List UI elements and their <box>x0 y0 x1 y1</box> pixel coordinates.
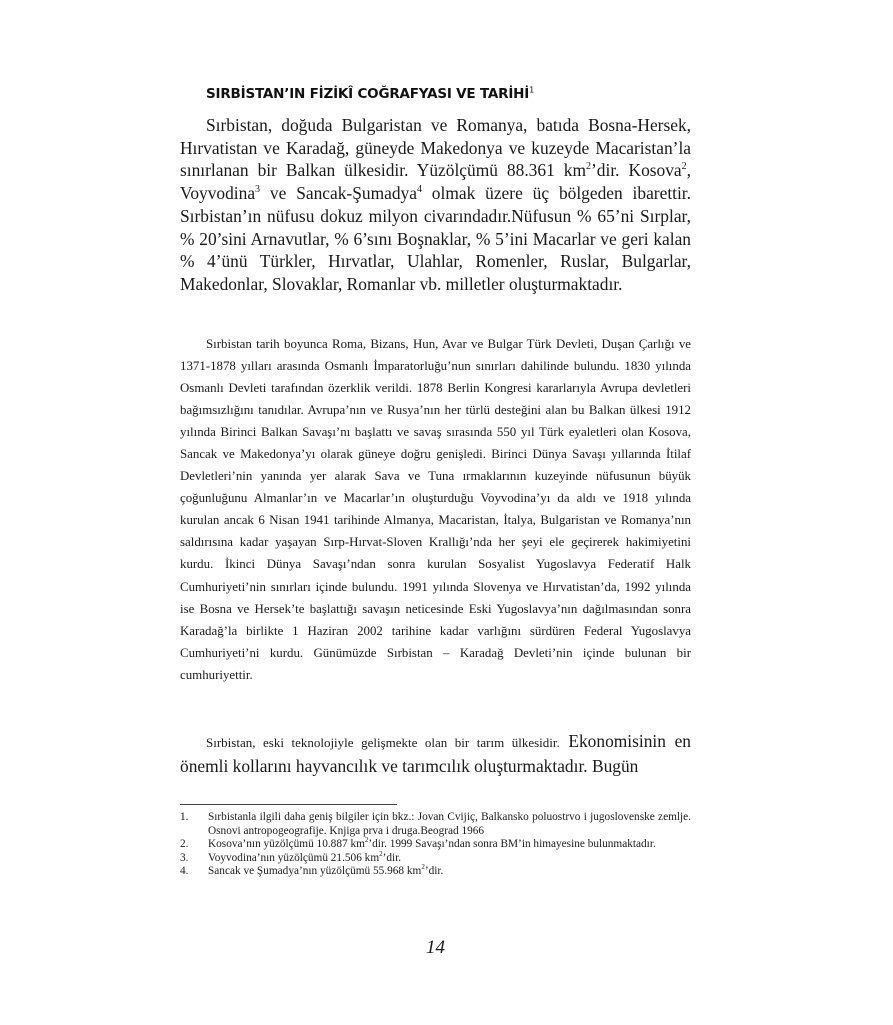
footnote-number: 2. <box>180 838 189 850</box>
footnote-superscript: 2 <box>421 863 425 872</box>
heading-title: SIRBİSTAN’IN FİZİKÎ COĞRAFYASI VE TARİHİ <box>206 86 530 102</box>
footnote-number: 3. <box>180 851 189 864</box>
superscript-km2: 2 <box>586 161 591 173</box>
footnote-number: 1. <box>180 811 189 823</box>
intro-text-a: Sırbistan, doğuda Bulgaristan ve Romanya, batıda Bosna-Hersek, Hırvatistan ve Karadağ, güneyde Makedonya ve kuzeyde Macaristan’la sınırlanan bir Balkan ülkesidir. Yüzölçümü 88.361 km <box>180 115 691 181</box>
footnote-text: Kosova’nın yüzölçümü 10.887 km <box>208 838 365 850</box>
footnote-list <box>180 811 691 879</box>
footnote-superscript: 2 <box>379 849 383 858</box>
intro-text-e: olmak üzere üç bölgeden ibarettir. Sırbistan’ın nüfusu dokuz milyon civarındadır.Nüfusun % 65’ni Sırplar, % 20’sini Arnavutlar, % 6’sını Boşnaklar, % 5’ini Macarlar ve geri kalan % 4’ünü Türkler, Hırvatlar, Ulahlar, Romenler, Ruslar, Bulgarlar, Makedonlar, Slovaklar, Romanlar vb. milletler oluşturmaktadır. <box>180 183 691 294</box>
footnote-item <box>180 811 691 838</box>
heading-footnote-ref: 1 <box>529 85 534 95</box>
footnote-number: 4. <box>180 865 189 877</box>
footnote-item <box>180 838 691 852</box>
footnote-ref-3: 3 <box>255 184 261 196</box>
page-number <box>0 937 893 959</box>
footnote-text: ’dir. <box>424 865 444 877</box>
economy-text-small: Sırbistan, eski teknolojiyle gelişmekte olan bir tarım ülkesidir. <box>206 735 560 750</box>
footnote-text: Sancak ve Şumadya’nın yüzölçümü 55.968 km <box>208 865 422 877</box>
intro-text-b: ’dir. Kosova <box>591 160 682 181</box>
economy-text-large: Ekonomisinin en önemli kollarını hayvancılık ve tarımcılık oluşturmaktadır. Bugün <box>180 731 691 776</box>
footnote-item <box>180 849 691 866</box>
intro-text-d: ve Sancak-Şumadya <box>260 183 417 204</box>
footnote-ref-4: 4 <box>416 184 422 196</box>
footnote-text: Sırbistanla ilgili daha geniş bilgiler için bkz.: Jovan Cvijiç, Balkansko poluostrvo i jugoslovenske zemlje. Osnovi antropogeografije. Knjiga prva i druga.Beograd 1966 <box>208 811 691 837</box>
footnote-divider <box>180 804 397 805</box>
footnote-text: ’dir. <box>382 851 402 864</box>
footnote-superscript: 2 <box>364 836 369 845</box>
footnote-text: Voyvodina’nın yüzölçümü 21.506 km <box>208 851 380 864</box>
section-heading <box>206 86 534 102</box>
footnote-ref-2: 2 <box>681 161 687 173</box>
economy-paragraph <box>180 730 691 777</box>
footnote-item <box>180 865 691 879</box>
footnote-text: ’dir. 1999 Savaşı’ndan sonra BM’in himayesine bulunmaktadır. <box>368 838 656 850</box>
intro-paragraph <box>180 114 691 296</box>
page-number-text: 14 <box>426 937 445 958</box>
history-paragraph: Sırbistan tarih boyunca Roma, Bizans, Hun, Avar ve Bulgar Türk Devleti, Duşan Çarlığı ve 1371-1878 yılları arasında Osmanlı İmparatorluğu’nun sınırları dahilinde bulundu. 1830 yılında Osmanlı Devleti tarafından özerklik verildi. 1878 Berlin Kongresi kararlarıyla Avrupa devletleri bağımsızlığını tanıdılar. Avrupa’nın ve Rusya’nın her türlü desteğini alan bu Balkan ülkesi 1912 yılında Birinci Balkan Savaşı’nı başlattı ve savaş sırasında 550 yıl Türk eyaletleri olan Kosova, Sancak ve Makedonya’yı olarak güneye doğru genişledi. Birinci Dünya Savaşı yıllarında İtilaf Devletleri’nin yanında yer alarak Sava ve Tuna ırmaklarının kuzeyinde nüfusunun büyük çoğunluğunu Almanlar’ın ve Macarlar’ın oluşturduğu Voyvodina’yı da aldı ve 1918 yılında kurulan ancak 6 Nisan 1941 tarihinde Almanya, Macaristan, İtalya, Bulgaristan ve Romanya’nın saldırısına kadar yaşayan Sırp-Hırvat-Sloven Krallığı’nda her şeyi ele geçirerek hakimiyetini kurdu. İkinci Dünya Savaşı’ndan sonra kurulan Sosyalist Yugoslavya Federatif Halk Cumhuriyeti’nin sınırları içinde bulundu. 1991 yılında Slovenya ve Hırvatistan’da, 1992 yılında ise Bosna ve Hersek’te başlattığı savaşın neticesinde Eski Yugoslavya’nın dağılmasından sonra Karadağ’la birlikte 1 Haziran 2002 tarihine kadar varlığını sürdüren Federal Yugoslavya Cumhuriyeti’ni kurdu. Günümüzde Sırbistan – Karadağ Devleti’nin içinde bulunan bir cumhuriyettir. <box>180 337 691 682</box>
intro-text-c: , Voyvodina <box>180 160 691 204</box>
